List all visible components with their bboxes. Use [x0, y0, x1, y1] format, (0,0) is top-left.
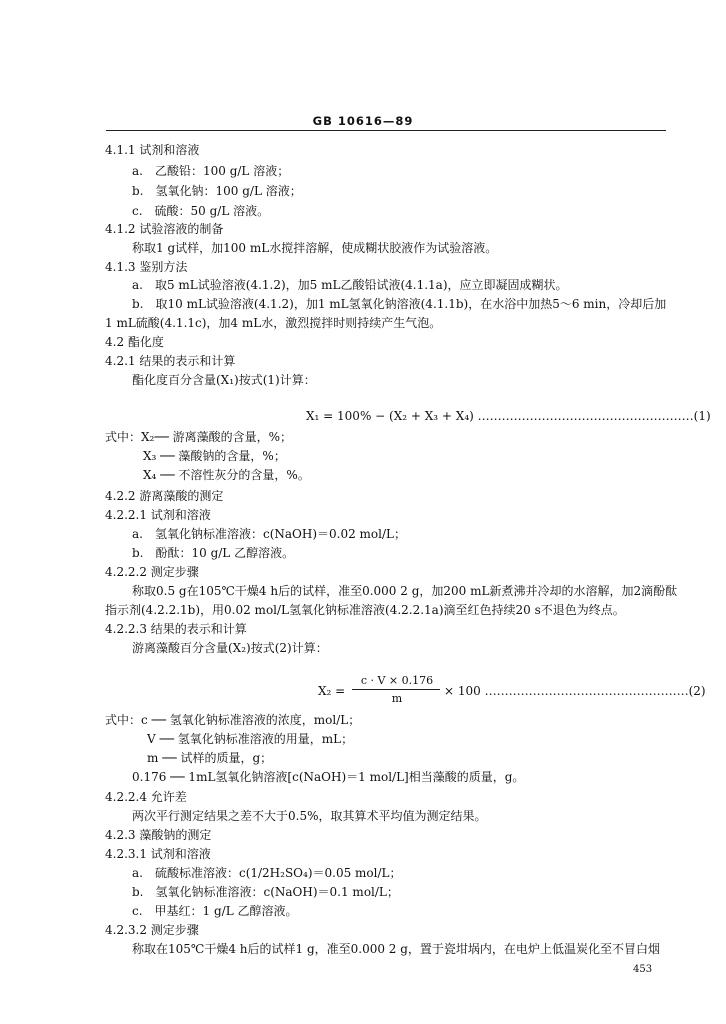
section-4-2-2-4-text: 两次平行测定结果之差不大于0.5%，取其算术平均值为测定结果。 [132, 809, 487, 823]
reagent-item-a: a. 乙酸铅：100 g/L 溶液； [132, 164, 290, 178]
equation-2-fraction-bar [352, 689, 440, 690]
section-4-1-3-heading: 4.1.3 鉴别方法 [105, 260, 188, 274]
where-m: m ── 试样的质量，g； [147, 751, 273, 765]
section-4-2-2-2-heading: 4.2.2.2 测定步骤 [105, 565, 199, 579]
procedure-4-2-2-2-line2: 指示剂(4.2.2.1b)，用0.02 mol/L氢氧化钠标准溶液(4.2.2.1a)滴至红色持续20 s不退色为终点。 [105, 603, 625, 617]
reagent-4-2-2-1-a: a. 氢氧化钠标准溶液：c(NaOH)＝0.02 mol/L； [132, 527, 406, 541]
section-4-1-2-text: 称取1 g试样，加100 mL水搅拌溶解，使成糊状胶液作为试验溶液。 [132, 241, 498, 255]
section-4-2-3-1-heading: 4.2.3.1 试剂和溶液 [105, 847, 211, 861]
where-v: V ── 氢氧化钠标准溶液的用量，mL； [147, 732, 354, 746]
where-x2: 式中：X₂── 游离藻酸的含量，%； [105, 430, 293, 444]
section-4-2-1-heading: 4.2.1 结果的表示和计算 [105, 354, 236, 368]
where-c: 式中：c ── 氢氧化钠标准溶液的浓度，mol/L； [105, 713, 361, 727]
section-4-2-3-2-heading: 4.2.3.2 测定步骤 [105, 923, 199, 937]
section-4-2-2-1-heading: 4.2.2.1 试剂和溶液 [105, 508, 211, 522]
procedure-4-2-2-2-line1: 称取0.5 g在105℃干燥4 h后的试样，准至0.000 2 g，加200 mL新煮沸并冷却的水溶解，加2滴酚酞 [132, 584, 678, 598]
procedure-4-2-3-2-line1: 称取在105℃干燥4 h后的试样1 g，准至0.000 2 g，置于瓷坩埚内，在电炉上低温炭化至不冒白烟 [132, 942, 660, 956]
section-4-2-1-text: 酯化度百分含量(X₁)按式(1)计算： [132, 373, 316, 387]
equation-1: X₁ = 100% − (X₂ + X₃ + X₄) ………………………………………………(1) [306, 409, 711, 423]
equation-2-denominator: m [391, 692, 403, 705]
equation-2-lhs: X₂ = [318, 684, 346, 698]
where-x3: X₃ ── 藻酸钠的含量，%； [143, 449, 286, 463]
reagent-4-2-3-1-c: c. 甲基红：1 g/L 乙醇溶液。 [132, 904, 298, 918]
page-number: 453 [633, 964, 653, 975]
reagent-4-2-3-1-a: a. 硫酸标准溶液：c(1/2H₂SO₄)＝0.05 mol/L； [132, 866, 402, 880]
equation-2-rhs: × 100 ……………………………………………(2) [444, 684, 706, 698]
section-4-2-2-3-heading: 4.2.2.3 结果的表示和计算 [105, 622, 247, 636]
equation-2-numerator: c · V × 0.176 [360, 674, 434, 687]
reagent-item-c: c. 硫酸：50 g/L 溶液。 [132, 204, 270, 218]
where-0-176: 0.176 ── 1mL氢氧化钠溶液[c(NaOH)＝1 mol/L]相当藻酸的质量，g。 [132, 770, 525, 784]
section-4-2-2-heading: 4.2.2 游离藻酸的测定 [105, 489, 224, 503]
reagent-4-2-2-1-b: b. 酚酞：10 g/L 乙醇溶液。 [132, 546, 295, 560]
section-4-1-1-heading: 4.1.1 试剂和溶液 [105, 143, 200, 157]
section-4-2-2-4-heading: 4.2.2.4 允许差 [105, 790, 187, 804]
reagent-item-b: b. 氢氧化钠：100 g/L 溶液； [132, 184, 302, 198]
identification-item-b-cont: 1 mL硫酸(4.1.1c)，加4 mL水，激烈搅拌时则持续产生气泡。 [105, 316, 442, 330]
section-4-2-2-3-text: 游离藻酸百分含量(X₂)按式(2)计算： [132, 641, 328, 655]
reagent-4-2-3-1-b: b. 氢氧化钠标准溶液：c(NaOH)＝0.1 mol/L； [132, 885, 399, 899]
header-rule [106, 130, 666, 131]
identification-item-b: b. 取10 mL试验溶液(4.1.2)，加1 mL氢氧化钠溶液(4.1.1b)，在水浴中加热5～6 min，冷却后加 [132, 297, 667, 311]
standard-number-header: GB 10616—89 [312, 114, 414, 128]
identification-item-a: a. 取5 mL试验溶液(4.1.2)，加5 mL乙酸铅试液(4.1.1a)，应立即凝固成糊状。 [132, 278, 568, 292]
section-4-2-heading: 4.2 酯化度 [105, 335, 164, 349]
section-4-2-3-heading: 4.2.3 藻酸钠的测定 [105, 828, 212, 842]
where-x4: X₄ ── 不溶性灰分的含量，%。 [143, 468, 310, 482]
section-4-1-2-heading: 4.1.2 试验溶液的制备 [105, 222, 224, 236]
